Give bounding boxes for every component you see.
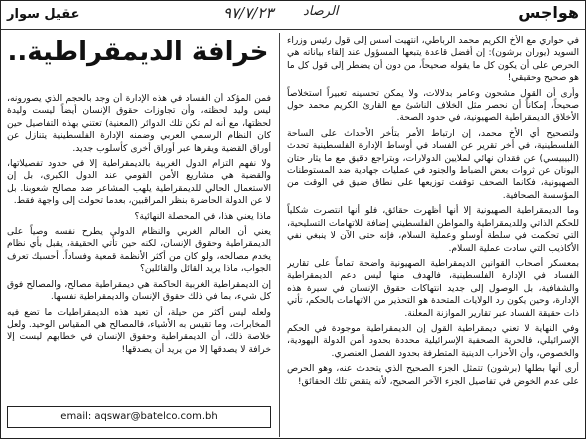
column-header	[1, 1, 586, 30]
column-title: هواجس	[518, 3, 579, 22]
article-headline: خرافة الديمقراطية..	[7, 37, 269, 67]
paragraph: وأرى أن القول مشحون وعامر بدلالات، ولا يمكن تحسينه تعبيراً استخلاصاً صحيحاً، إمكاناً أن نحصر مثل الخلاف الناشئ مع القارئ الكريم محمد حول الأخلاق الديمقراطية الصهيونية، في حدود الصحة.	[287, 87, 579, 124]
handwritten-date: ٩٧/٧/٢٣	[223, 4, 274, 22]
paragraph: في حواري مع الأخ الكريم محمد الرباطي، انتهيت أسس إلى قول رئيس وزراء السويد (يوران برشون): إن أفضل قاعدة يتبعها المسؤول عند إلقاء بياناته هي الحرص على أن يكون كل ما يقوله صحيحاً، من دون أن يضطر إلى قول كل ما هو صحيح وحقيقي!	[287, 35, 579, 84]
author-name: عقيل سوار	[7, 7, 80, 22]
article-left-column	[7, 93, 271, 383]
handwritten-newspaper-name: الرصاد	[303, 4, 339, 19]
paragraph: ولعله ليس أكثر من حيلة، أن تعيد هذه الديمقراطيات ما تضع فيه المخابرات، وما تقيس به الأشياء، فالمصالح هي المقياس الوحيد. ولعل خلاصة ذلك، أن الديمقراطية وحقوق الإنسان في خطابهم ليست إلا خرافة لا يصدقها إلا من يريد أن يصدقها!	[7, 306, 271, 355]
author-email[interactable]: email: aqswar@batelco.com.bh	[7, 406, 271, 428]
paragraph: فمن المؤكد أن الفساد في هذه الإدارة أن وجد بالحجم الذي يصورونه، ليس وليد لحظته، وأن تجاوزات حقوق الإنسان أيضاً ليست وليدة لحظتها، مع أنه لم تكن تلك الدوائر (المعنية) تعتني بهذه التفاصيل حين كان النظام الرسمي العربي وضمنه الإدارة الفلسطينية يتنازل عن أوراق القضية ويقرها عبر أوراق أخرى كأسلوب جديد.	[7, 93, 271, 154]
column-divider	[279, 33, 280, 437]
paragraph: وما الديمقراطية الصهيونية إلا أنها أظهرت حقائق، فلو أنها انتصرت شكلياً للحكم الذاتي وللديمقراطية والمواطن الفلسطيني إضافة للاتهامات التسليحية، التي تحكمت في سلطة أوسلو وعملية السلام، فإنه حتى الآن لا ينبغي نفي الأكاذيب التي سادت عملية السلام.	[287, 205, 579, 254]
paragraph: بمعسكر أصحاب القوانين الديمقراطية الصهيونية واضحة تماماً على تقارير الفساد في الإدارة الفلسطينية، فالهدف منها ليس دعم الديمقراطية والشفافية، بل الوصول إلى جديد انتهاكات حقوق الإنسان في سيرة هذه الإدارة، وحين يكون رد الولايات المتحدة هو التحذير من الاتهامات بالحكم، تأتي ذات حقيقة الفساد عبر تقارير الموازنة المعلنة.	[287, 257, 579, 319]
paragraph: ولا نفهم التزام الدول الغربية بالديمقراطية إلا في حدود تفصيلاتها، والقضية هي مشاريع الأمن القومي عند الدول الكبرى، بل إن الاستعمال الحالي للديمقراطية يلهب المشاعر ضد مصالح شعوبنا. بل لا عن الدولة الحاضرة بنظر المراقبين، بعدما تحولت إلى واجهة فقط.	[7, 158, 271, 207]
paragraph: وفي النهاية لا تعني ديمقراطية القول إن الديمقراطية موجودة في الحكم الإسرائيلي، فالحرية الصحفية الإسرائيلية محددة بحدود أمن الدولة اليهودية، والخصوص، وأن الأحزاب الدينية المتطرفة بحدود الفصل العنصري.	[287, 322, 579, 359]
paragraph: ولتصحيح أي الأخ محمد، إن ارتباط الأمر بتأخر الأحداث على الساحة الفلسطينية، في أخر تقرير عن الفساد في أوساط الإدارة الفلسطينية تحدث (البيبيسي) عن فقدان نهائي لملايين الدولارات، وبتراجع دقيق مع ما يثار حتان اليونان عن ثروات بعض الضباط والجنود في عمليات جهادية ضد المستوطنات الصهيونية، فكانما الصحف توقفت توزيعها على نطاق ضيق في الوقت من المؤسسة الصحافية.	[287, 127, 579, 201]
paragraph: إن الديمقراطية الغربية الحاكمة هي ديمقراطية مصالح، والمصالح فوق كل شيء، بما في ذلك حقوق الإنسان والديمقراطية نفسها.	[7, 278, 271, 303]
paragraph: يعني أن العالم الغربي والنظام الدولي يطرح نفسه وصياً على الديمقراطية وحقوق الإنسان، لكنه حين تأتي الحقيقة، يقبل بأي نظام يخدم مصالحه، ولو كان من أكثر الأنظمة قمعية وفساداً. أحسبك تعرف الجواب، ماذا يريد القائل والقائلين؟	[7, 226, 271, 275]
paragraph: أرى أنها بطلها (برشون) تتمثل الجزء الصحيح الذي يتحدث عنه، وهو الحرص على عدم الخوض في تفاصيل الجزء الآخر الصحيح، لأنه يتقض تلك الحقائق!	[287, 363, 579, 387]
article-right-column	[287, 35, 579, 435]
paragraph: ماذا يعني هذا، في المحصلة النهائية؟	[134, 210, 271, 222]
